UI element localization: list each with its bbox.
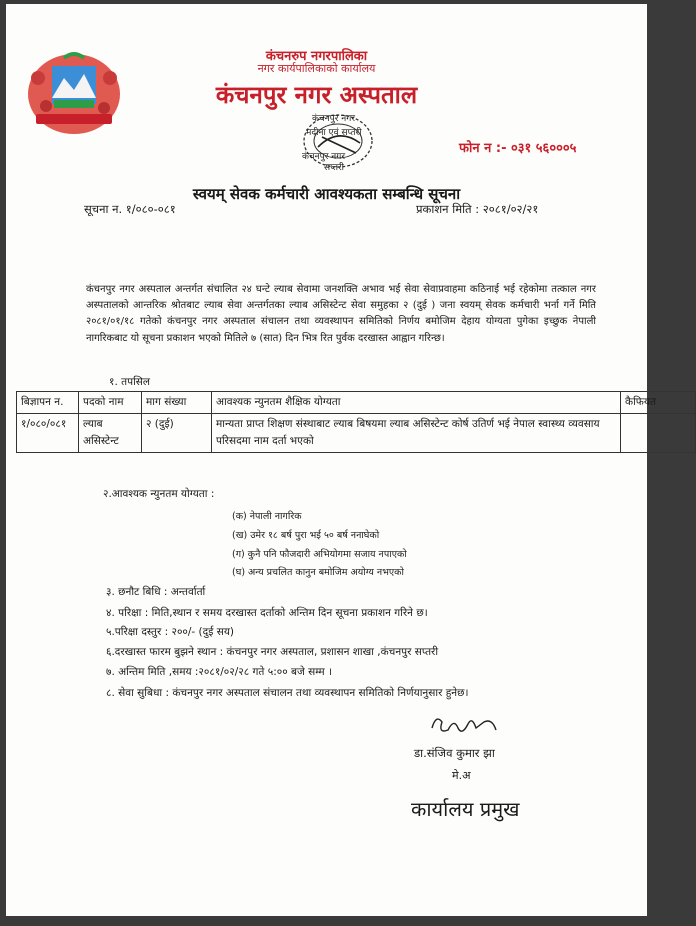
requirement-item: (घ) अन्य प्रचलित कानुन बमोजिम अयोग्य नभएको: [232, 567, 404, 578]
service-benefits: ८. सेवा सुबिधा : कंचनपुर नगर अस्पताल संचालन तथा व्यवस्थापन समितिको निर्णयानुसार हुनेछ।: [106, 687, 469, 699]
stamp-text-1: कंचनपुर नगर: [312, 114, 356, 124]
notice-document: [6, 4, 656, 916]
details-heading: १. तपसिल: [109, 376, 151, 388]
requirement-item: (ख) उमेर १८ बर्ष पुरा भई ५० बर्ष ननाघेको: [232, 530, 380, 541]
stamp-text-3: कंचनपुर नगर: [302, 152, 346, 162]
municipality-name: कंचनरुप नगरपालिका: [265, 49, 368, 64]
exam-fee: ५.परिक्षा दस्तुर : २००/- (दुई सय): [106, 626, 235, 638]
signatory-designation: मे.अ: [452, 769, 471, 782]
stamp-text-4: सप्तरी: [324, 163, 344, 173]
exam-info: ४. परिक्षा : मिति,स्थान र समय दरखास्त दर्ताको अन्तिम दिन सूचना प्रकाशन गरिने छ।: [106, 607, 428, 619]
notice-body: कंचनपुर नगर अस्पताल अन्तर्गत संचालित २४ घन्टे ल्याब सेवामा जनशक्ति अभाव भई सेवा सेवाप्रवाहमा कठिनाई भई रहेकोमा तत्काल नगर अस्पतालको आन्तरिक श्रोतबाट ल्याब सेवा अन्तर्गतका ल्याब असिस्टेन्ट सेवा समुहका २ (दुई ) जना स्वयम् सेवक कर्मचारी भर्ना गर्ने मिति २०८१/०१/१८ गतेको कंचनपुर नगर अस्पताल संचालन तथा व्यवस्थापन समितिको निर्णय बमोजिम देहाय योग्यता पुगेका इच्छुक नेपाली नागरिकबाट यो सूचना प्रकाशन भएको मितिले ७ (सात) दिन भित्र रित पुर्वक दरखास्त आह्वान गरिन्छ।: [86, 284, 596, 344]
cell-demand-count: २ (दुई): [142, 414, 212, 453]
deadline: ७. अन्तिम मिति ,समय :२०८१/०२/२८ गते ५:०० बजे सम्म ।: [106, 666, 332, 678]
header-demand-count: माग संख्या: [142, 392, 212, 414]
phone-number: फोन न :- ०३१ ५६०००५: [459, 141, 577, 156]
cell-ad-number: १/०८०/०८१: [17, 414, 79, 453]
publication-date: प्रकाशन मिति : २०८१/०२/२१: [416, 202, 539, 216]
requirements-title: २.आवश्यक न्युनतम योग्यता :: [103, 488, 215, 500]
application-place: ६.दरखास्त फारम बुझने स्थान : कंचनपुर नगर अस्पताल, प्रशासन शाखा ,कंचनपुर सप्तरी: [106, 646, 439, 658]
stamp-text-2: मदीना एवं सप्तरी: [306, 128, 362, 138]
cell-qualification: मान्यता प्राप्त शिक्षण संस्थाबाट ल्याब बिषयमा ल्याब असिस्टेन्ट कोर्ष उतिर्ण भई नेपाल स्वास्थ्य व्यवसाय परिसदमा नाम दर्ता भएको: [212, 414, 621, 453]
cell-remarks: [621, 414, 696, 453]
office-name: नगर कार्यपालिकाको कार्यालय: [257, 62, 376, 75]
header-remarks: कैफियत: [621, 392, 696, 414]
signatory-name: डा.संजिव कुमार झा: [414, 746, 495, 760]
header-post-name: पदको नाम: [79, 392, 142, 414]
table-header-row: [17, 392, 696, 414]
signature-icon: [426, 710, 506, 740]
cell-post-name: ल्याब असिस्टेन्ट: [79, 414, 142, 453]
requirement-item: (क) नेपाली नागरिक: [232, 511, 302, 522]
notice-number: सूचना न. १/०८०-०८१: [84, 202, 176, 216]
office-chief: कार्यालय प्रमुख: [411, 797, 520, 821]
header-ad-number: बिज्ञापन न.: [17, 392, 79, 414]
header-qualification: आवश्यक न्युनतम शैक्षिक योग्यता: [212, 392, 621, 414]
requirement-item: (ग) कुनै पनि फौजदारी अभियोगमा सजाय नपाएको: [232, 549, 407, 560]
selection-method: ३. छनौट बिधि : अन्तर्वार्ता: [106, 586, 206, 598]
vacancy-table: [16, 391, 696, 453]
table-row: [17, 414, 696, 453]
notice-title: स्वयम् सेवक कर्मचारी आवश्यकता सम्बन्धि सूचना: [192, 185, 461, 203]
hospital-name: कंचनपुर नगर अस्पताल: [215, 81, 418, 109]
